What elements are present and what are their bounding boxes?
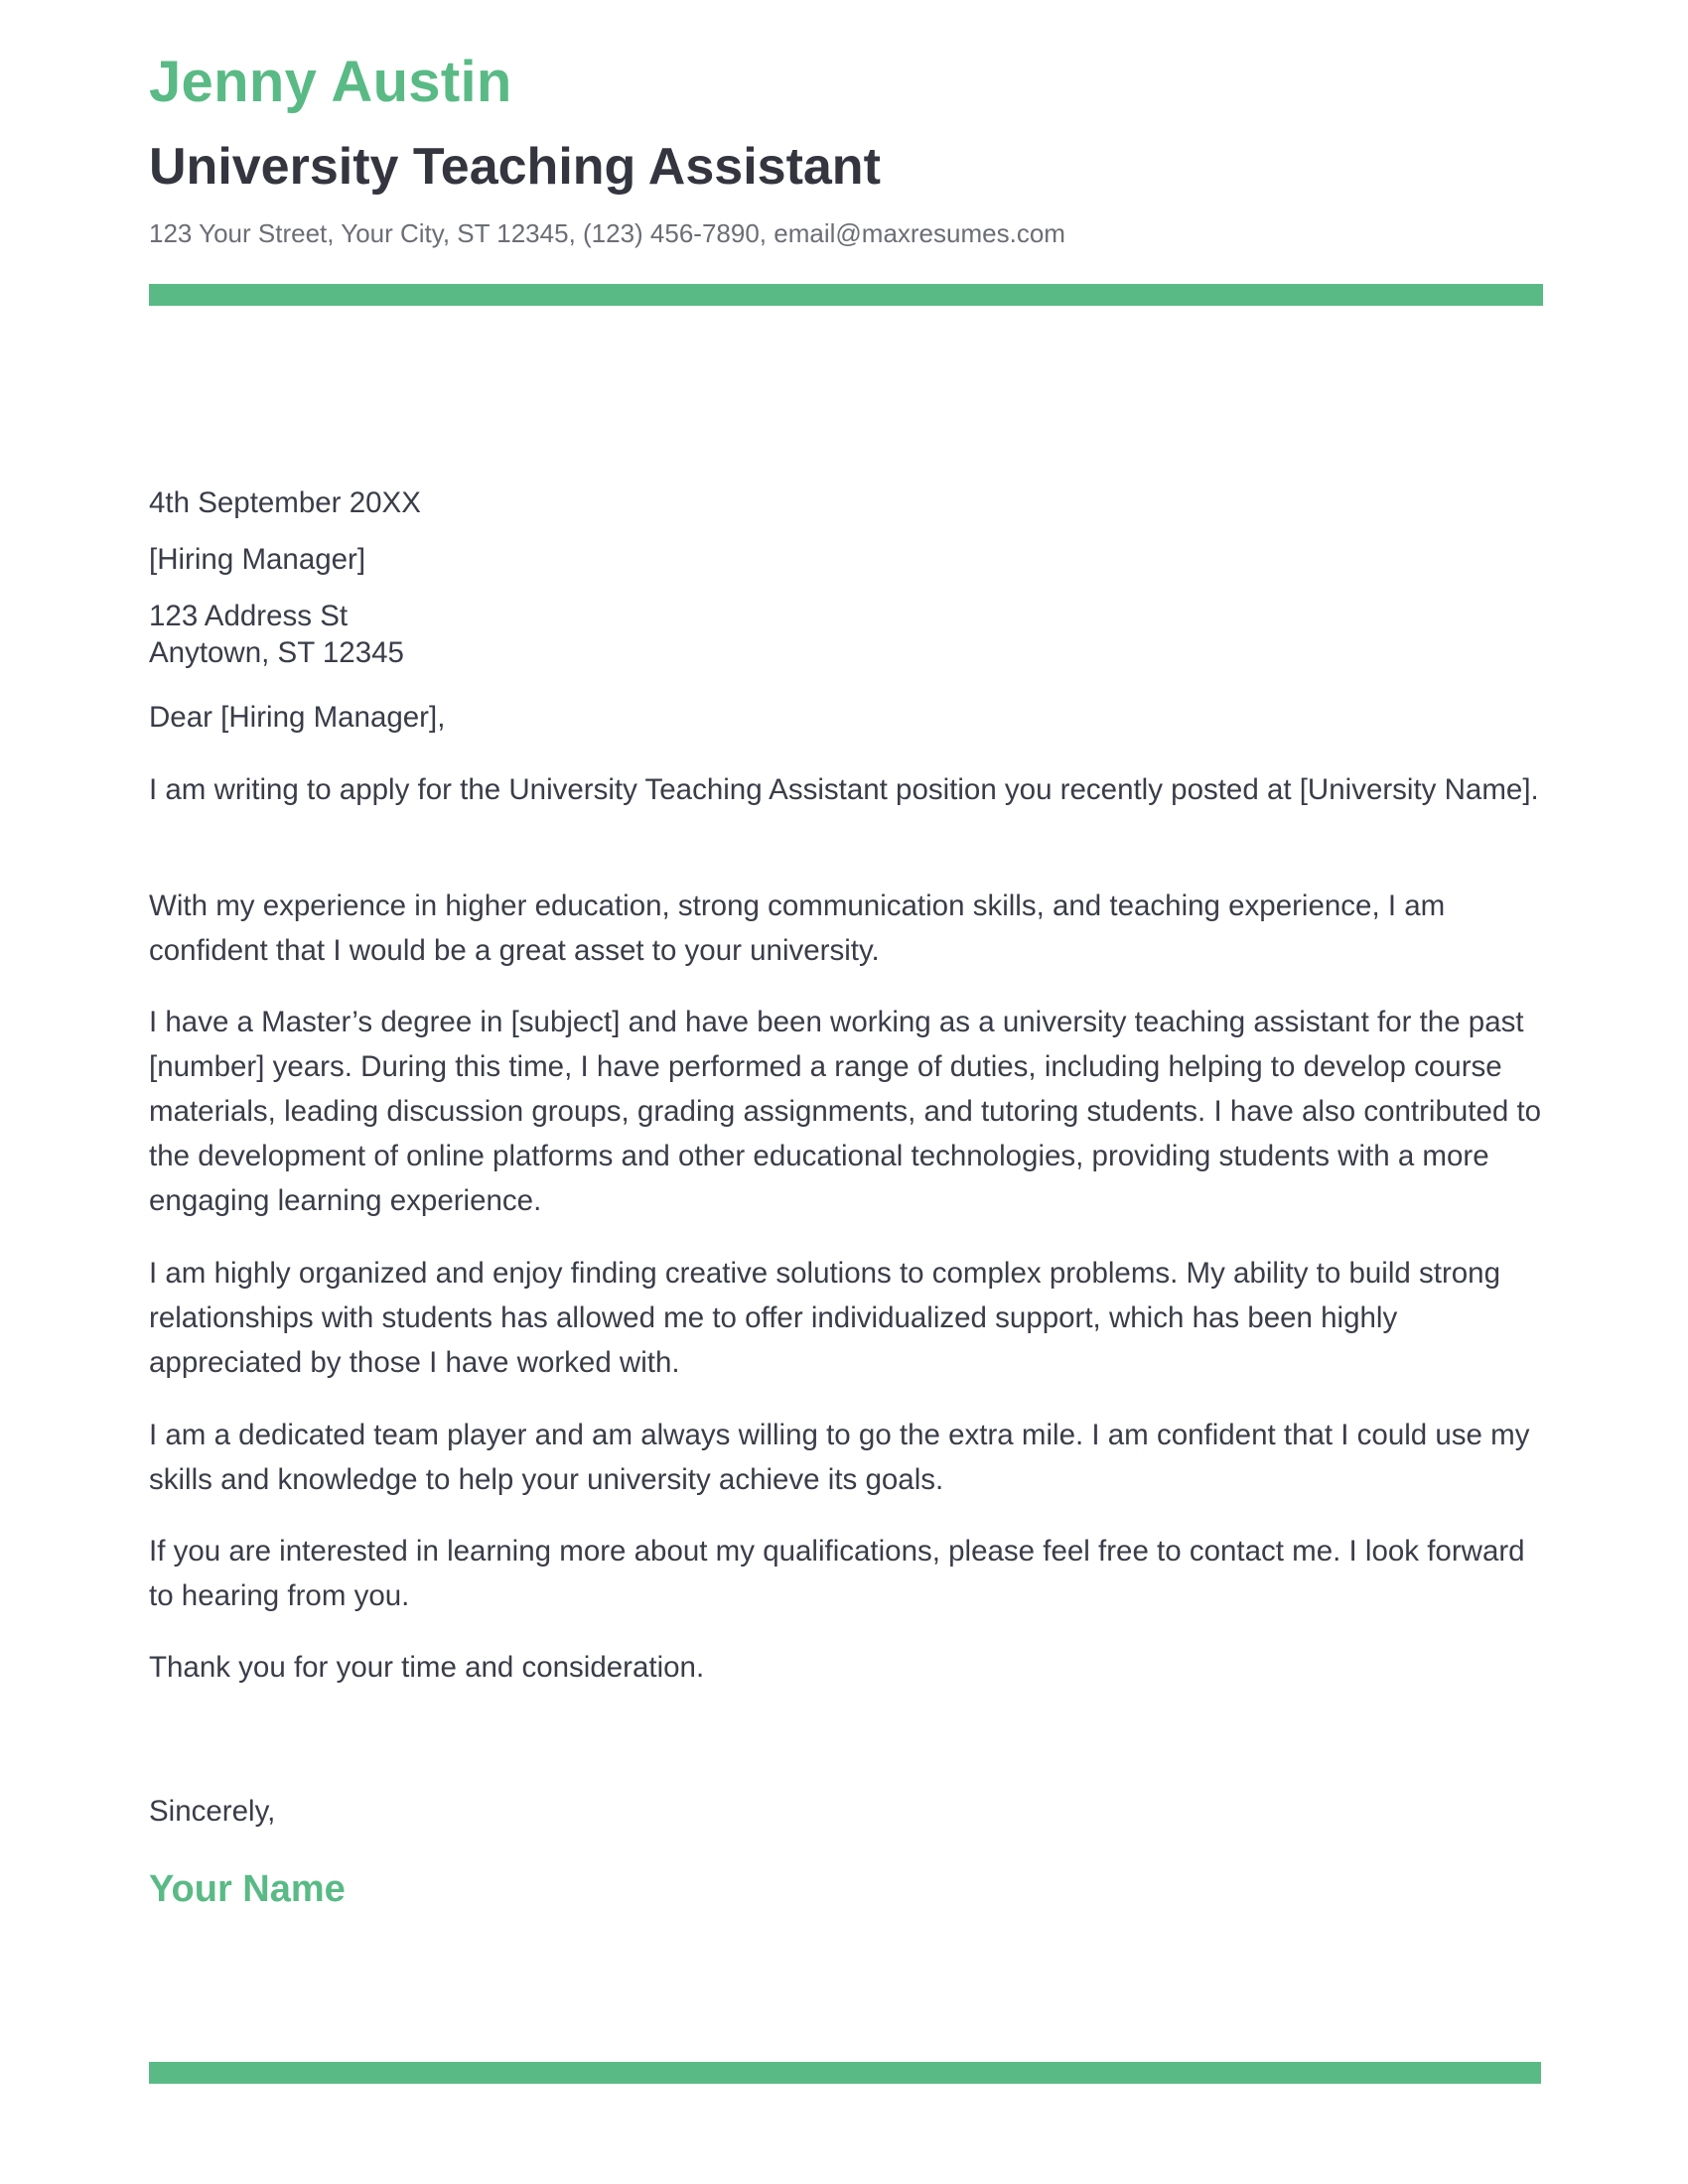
body-paragraph: I have a Master’s degree in [subject] and have been working as a university teaching assistant for the past [number] years. During this time, I have performed a range of duties, including helping to develop course materials, leading discussion groups, grading assignments, and tutoring students. I have also contributed to the development of online platforms and other educational technologies, providing students with a more engaging learning experience.: [149, 1006, 1542, 1217]
body-paragraph: If you are interested in learning more about my qualifications, please feel free to contact me. I look forward to hearing from you.: [149, 1535, 1525, 1612]
applicant-name: Jenny Austin: [149, 50, 512, 114]
header-divider: [149, 284, 1543, 306]
recipient-name: [Hiring Manager]: [149, 543, 366, 576]
contact-info: 123 Your Street, Your City, ST 12345, (123) 456-7890, email@maxresumes.com: [149, 218, 1065, 248]
body-paragraph: With my experience in higher education, strong communication skills, and teaching experience, I am confident that I would be a great asset to your university.: [149, 889, 1446, 967]
body-paragraph: Thank you for your time and consideration.: [149, 1651, 705, 1684]
recipient-address-line2: Anytown, ST 12345: [149, 636, 404, 669]
job-title: University Teaching Assistant: [149, 138, 881, 196]
footer-divider: [149, 2062, 1541, 2084]
body-paragraph: I am a dedicated team player and am always willing to go the extra mile. I am confident that I could use my skills and knowledge to help your university achieve its goals.: [149, 1419, 1530, 1496]
closing: Sincerely,: [149, 1795, 276, 1828]
body-paragraph: I am highly organized and enjoy finding creative solutions to complex problems. My ability to build strong relationships with students has allowed me to offer individualized support, which has been highly appreciated by those I have worked with.: [149, 1257, 1500, 1379]
letter-date: 4th September 20XX: [149, 486, 421, 519]
recipient-address-line1: 123 Address St: [149, 600, 349, 632]
body-paragraph: I am writing to apply for the University Teaching Assistant position you recently posted at [University Name].: [149, 773, 1539, 806]
signature-name: Your Name: [149, 1868, 346, 1910]
salutation: Dear [Hiring Manager],: [149, 701, 446, 734]
cover-letter-page: [149, 0, 1543, 2184]
